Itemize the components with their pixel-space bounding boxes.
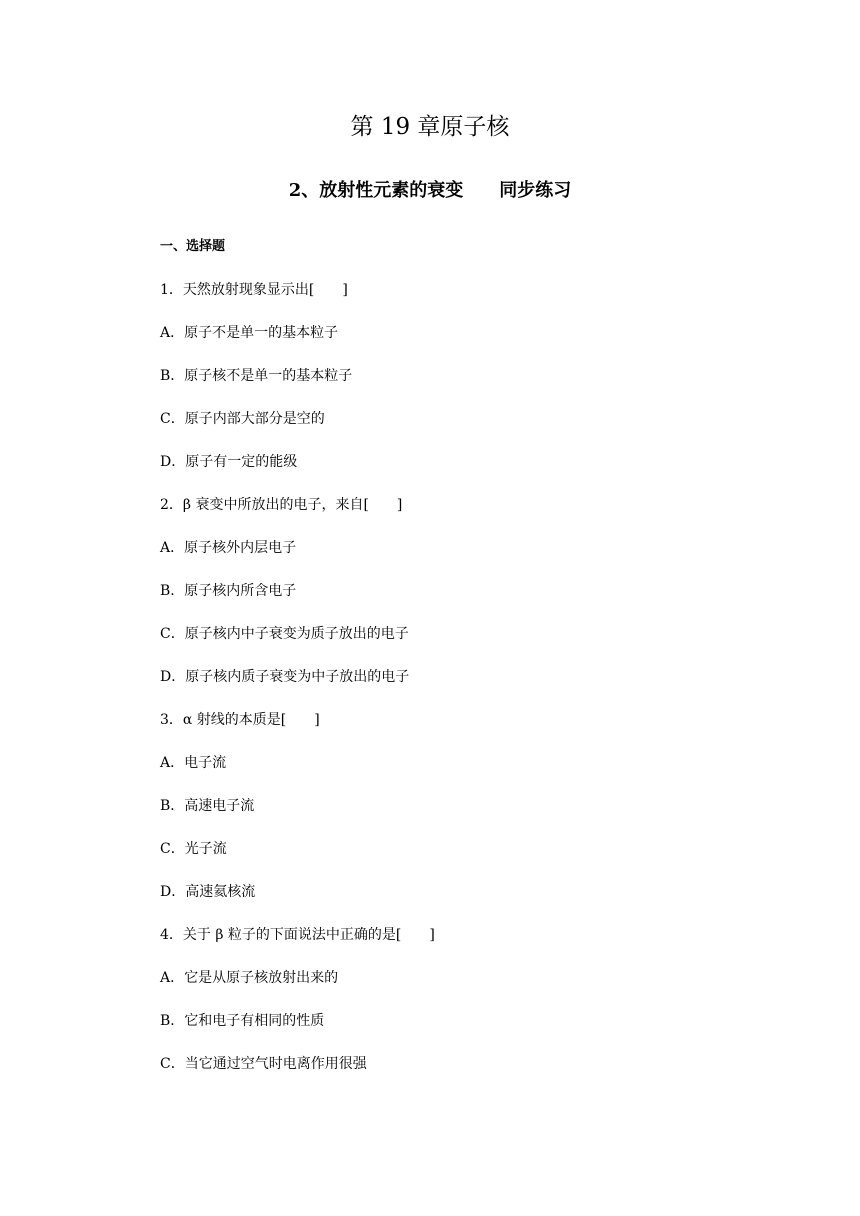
section-subtitle: 2、放射性元素的衰变 同步练习: [288, 180, 572, 201]
question-list: [160, 280, 780, 1097]
option-4c: C．当它通过空气时电离作用很强: [160, 1056, 367, 1072]
option-3b: B．高速电子流: [160, 798, 255, 814]
option-1c: C．原子内部大部分是空的: [160, 411, 325, 427]
question-3: 3．α 射线的本质是[ ]: [160, 712, 320, 728]
option-4a: A．它是从原子核放射出来的: [160, 970, 339, 986]
option-1b: B．原子核不是单一的基本粒子: [160, 368, 353, 384]
option-3d: D．高速氦核流: [160, 884, 256, 900]
question-1: 1．天然放射现象显示出[ ]: [160, 282, 348, 298]
option-3a: A．电子流: [160, 755, 227, 771]
option-1a: A．原子不是单一的基本粒子: [160, 325, 339, 341]
option-1d: D．原子有一定的能级: [160, 454, 298, 470]
chapter-title: 第 19 章原子核: [350, 114, 510, 140]
option-3c: C．光子流: [160, 841, 227, 857]
question-2: 2．β 衰变中所放出的电子，来自[ ]: [160, 497, 403, 513]
option-2a: A．原子核外内层电子: [160, 540, 297, 556]
option-2d: D．原子核内质子衰变为中子放出的电子: [160, 669, 410, 685]
question-4: 4．关于 β 粒子的下面说法中正确的是[ ]: [160, 927, 435, 943]
section-heading: 一、选择题: [160, 239, 226, 254]
option-4b: B．它和电子有相同的性质: [160, 1013, 325, 1029]
option-2c: C．原子核内中子衰变为质子放出的电子: [160, 626, 409, 642]
option-2b: B．原子核内所含电子: [160, 583, 297, 599]
